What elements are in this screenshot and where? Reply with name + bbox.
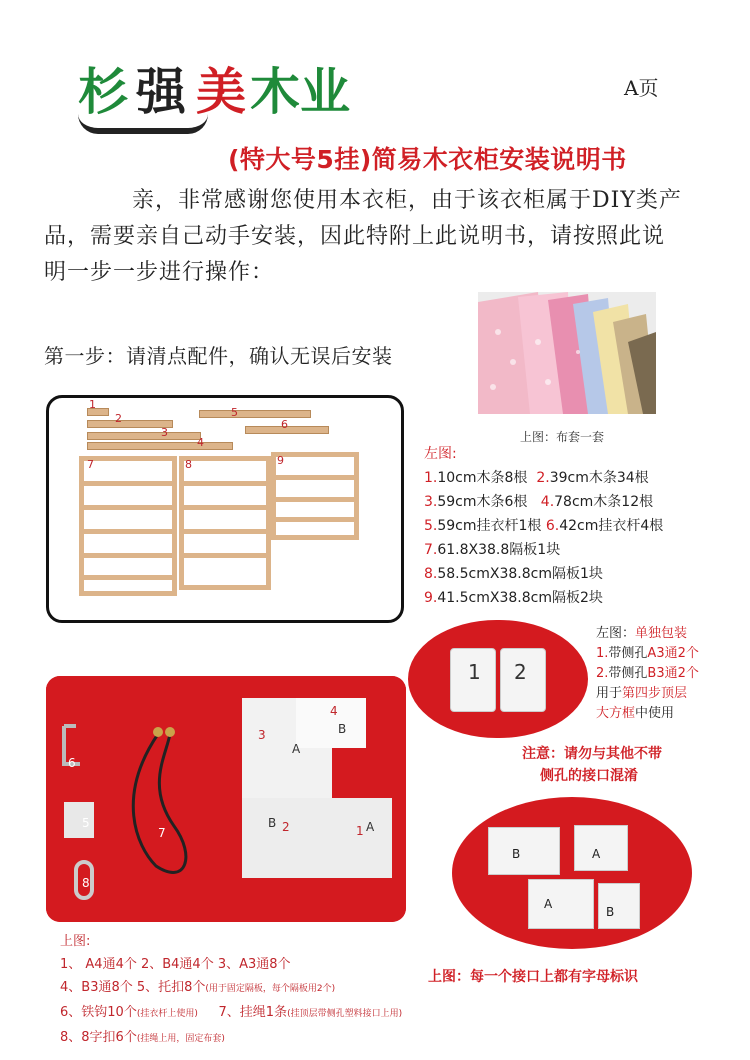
page-label: A页 xyxy=(624,76,659,100)
logo-swoosh xyxy=(78,114,208,134)
part-number: 9 xyxy=(277,454,284,467)
photo-label: 1 xyxy=(356,824,364,838)
list-row: 3.59cm木条6根 4.78cm木条12根 xyxy=(424,494,654,510)
connector-label: 2 xyxy=(514,660,527,684)
fittings-list xyxy=(60,930,402,1051)
connector-piece xyxy=(488,827,560,875)
list-row: 7.61.8X38.8隔板1块 xyxy=(424,542,561,558)
list-row: 5.59cm挂衣杆1根 6.42cm挂衣杆4根 xyxy=(424,518,664,534)
list-row: 6、铁钩10个(挂衣杆上使用) 7、挂绳1条(挂顶层带侧孔塑料接口上用) xyxy=(60,1005,403,1020)
part-number: 6 xyxy=(281,418,288,431)
part-number: 5 xyxy=(231,406,238,419)
part-number: 7 xyxy=(87,458,94,471)
brand-logo xyxy=(78,62,418,132)
side-hole-notes: 左图：单独包装 1.带侧孔A3通2个 2.带侧孔B3通2个 用于第四步顶层 大方框中使用 xyxy=(596,626,699,721)
list-heading: 上图: xyxy=(60,934,91,949)
shelf-panel-9 xyxy=(271,452,359,540)
photo-label: 7 xyxy=(158,826,166,840)
photo-label: 2 xyxy=(282,820,290,834)
photo-label: 4 xyxy=(330,704,338,718)
part-number: 1 xyxy=(89,398,96,411)
part-number: 4 xyxy=(197,436,204,449)
step-1-heading: 第一步：请清点配件，确认无误后安装 xyxy=(44,344,393,368)
connector-piece xyxy=(598,883,640,929)
list-heading: 左图: xyxy=(424,446,457,462)
connector-letter: B xyxy=(338,722,347,736)
photo-label: 6 xyxy=(68,756,76,770)
hanging-rod-59cm xyxy=(199,410,311,418)
connector-piece xyxy=(574,825,628,871)
logo-char-4: 木业 xyxy=(250,62,350,121)
fabric-caption: 上图：布套一套 xyxy=(520,430,605,444)
connector-caption: 上图：每一个接口上都有字母标识 xyxy=(428,969,638,985)
photo-label: 8 xyxy=(82,876,90,890)
connector-label: 1 xyxy=(468,660,481,684)
list-row: 4、B3通8个 5、托扣8个(用于固定隔板，每个隔板用2个) xyxy=(60,980,336,995)
wood-strip-59cm xyxy=(87,432,201,440)
part-number: 8 xyxy=(185,458,192,471)
fittings-illustration xyxy=(46,676,406,922)
logo-char-1: 杉 xyxy=(78,62,128,121)
part-number: 2 xyxy=(115,412,122,425)
wood-parts-list xyxy=(424,442,663,610)
intro-text: 亲，非常感谢您使用本衣柜，由于该衣柜属于DIY类产品，需要亲自己动手安装，因此特附上此说明书，请按照此说明一步一步进行操作： xyxy=(44,188,682,285)
wood-parts-panel xyxy=(46,395,404,623)
connector-piece xyxy=(528,879,594,929)
logo-char-3: 美 xyxy=(196,62,246,121)
list-row: 8、8字扣6个(挂绳上用，固定布套) xyxy=(60,1030,225,1045)
document-title: (特大号5挂)简易木衣柜安装说明书 xyxy=(228,145,627,174)
connector-letter: A xyxy=(366,820,375,834)
connector-letter: B xyxy=(512,847,521,861)
connector-letter: B xyxy=(268,816,277,830)
part-number: 3 xyxy=(161,426,168,439)
fabric-cover-photo xyxy=(478,292,656,414)
shelf-panel-7 xyxy=(79,456,177,596)
lettered-connectors-photo xyxy=(452,797,692,949)
plastic-fittings-photo xyxy=(46,676,406,922)
list-row: 1、 A4通4个 2、B4通4个 3、A3通8个 xyxy=(60,957,291,972)
photo-label: 3 xyxy=(258,728,266,742)
connector-letter: B xyxy=(606,905,615,919)
intro-paragraph xyxy=(44,183,684,291)
connector-letter: A xyxy=(292,742,301,756)
logo-char-2: 强 xyxy=(136,62,186,121)
list-row: 8.58.5cmX38.8cm隔板1块 xyxy=(424,566,603,582)
connector-letter: A xyxy=(544,897,553,911)
list-row: 9.41.5cmX38.8cm隔板2块 xyxy=(424,590,603,606)
connector-letter: A xyxy=(592,847,601,861)
warning-note: 注意：请勿与其他不带 侧孔的接口混淆 xyxy=(522,746,662,784)
photo-label: 5 xyxy=(82,816,90,830)
list-row: 1.10cm木条8根 2.39cm木条34根 xyxy=(424,470,649,486)
shelf-panel-8 xyxy=(179,456,271,590)
fabric-illustration xyxy=(478,292,656,414)
wood-strip-78cm xyxy=(87,442,233,450)
side-hole-connectors-photo xyxy=(408,620,588,738)
